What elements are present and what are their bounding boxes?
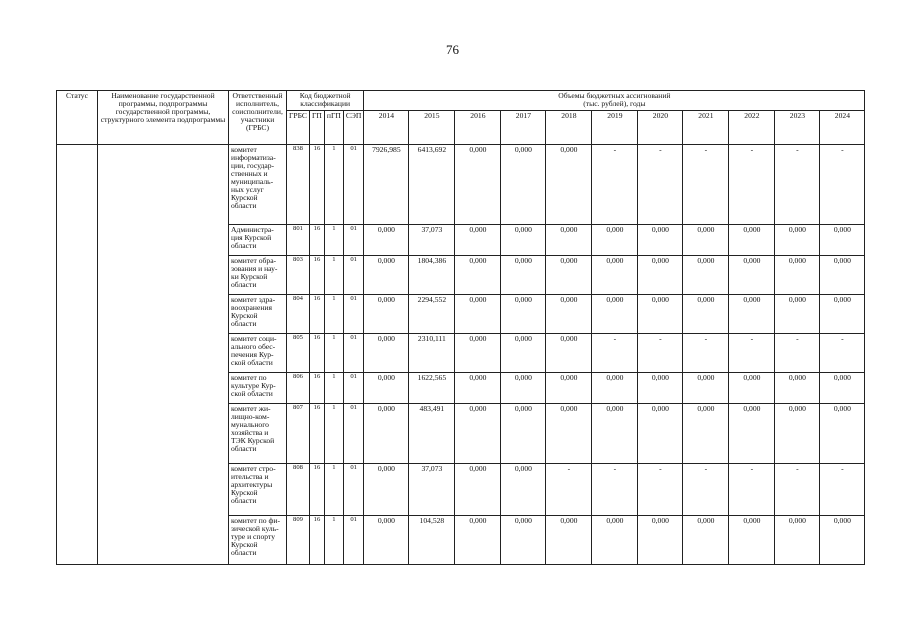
- gp-code-cell: 16: [310, 225, 325, 256]
- value-cell: 0,000: [820, 295, 865, 334]
- pgp-code-cell: 1: [324, 225, 343, 256]
- value-cell: 0,000: [546, 516, 592, 565]
- value-cell: 0,000: [364, 373, 409, 404]
- responsible-cell: комитет обра-зования и нау-ки Курской области: [229, 256, 287, 295]
- value-cell: 0,000: [683, 373, 729, 404]
- value-cell: -: [729, 464, 775, 516]
- header-year: 2015: [409, 111, 455, 145]
- sep-code-cell: 01: [343, 256, 364, 295]
- page-number: 76: [446, 42, 459, 57]
- value-cell: 0,000: [455, 516, 501, 565]
- value-cell: 2294,552: [409, 295, 455, 334]
- responsible-cell: комитет соци-ального обес-печения Кур-ской области: [229, 334, 287, 373]
- header-status: Статус: [57, 91, 98, 145]
- value-cell: 0,000: [546, 256, 592, 295]
- header-volumes: [364, 91, 865, 111]
- responsible-cell: комитет информатиза-ции, государ-ственных и муниципаль-ных услуг Курской области: [229, 145, 287, 225]
- value-cell: 0,000: [775, 225, 820, 256]
- value-cell: -: [683, 464, 729, 516]
- value-cell: 0,000: [775, 295, 820, 334]
- value-cell: -: [683, 145, 729, 225]
- value-cell: -: [820, 464, 865, 516]
- value-cell: 0,000: [501, 256, 546, 295]
- value-cell: 0,000: [683, 295, 729, 334]
- value-cell: 0,000: [820, 225, 865, 256]
- sep-code-cell: 01: [343, 225, 364, 256]
- header-year: 2024: [820, 111, 865, 145]
- value-cell: -: [820, 334, 865, 373]
- value-cell: 0,000: [683, 225, 729, 256]
- value-cell: 0,000: [820, 256, 865, 295]
- value-cell: 0,000: [455, 404, 501, 464]
- gp-code-cell: 16: [310, 373, 325, 404]
- value-cell: -: [729, 334, 775, 373]
- value-cell: 6413,692: [409, 145, 455, 225]
- value-cell: -: [592, 145, 638, 225]
- value-cell: 0,000: [546, 225, 592, 256]
- value-cell: 0,000: [364, 256, 409, 295]
- value-cell: 0,000: [592, 295, 638, 334]
- grbs-code-cell: 806: [287, 373, 310, 404]
- value-cell: -: [592, 464, 638, 516]
- value-cell: 1804,386: [409, 256, 455, 295]
- gp-code-cell: 16: [310, 516, 325, 565]
- value-cell: 0,000: [455, 256, 501, 295]
- header-year: 2023: [775, 111, 820, 145]
- value-cell: 0,000: [455, 145, 501, 225]
- pgp-code-cell: 1: [324, 404, 343, 464]
- value-cell: 0,000: [729, 256, 775, 295]
- gp-code-cell: 16: [310, 334, 325, 373]
- value-cell: 0,000: [775, 404, 820, 464]
- gp-code-cell: 16: [310, 464, 325, 516]
- status-cell: [57, 145, 98, 565]
- gp-code-cell: 16: [310, 256, 325, 295]
- responsible-cell: комитет по культуре Кур-ской области: [229, 373, 287, 404]
- value-cell: 0,000: [820, 516, 865, 565]
- value-cell: 0,000: [546, 373, 592, 404]
- value-cell: 0,000: [501, 225, 546, 256]
- responsible-cell: Администра-ция Курской области: [229, 225, 287, 256]
- value-cell: 104,528: [409, 516, 455, 565]
- grbs-code-cell: 838: [287, 145, 310, 225]
- budget-table: [56, 90, 865, 565]
- header-year: 2021: [683, 111, 729, 145]
- pgp-code-cell: 1: [324, 256, 343, 295]
- value-cell: 0,000: [364, 334, 409, 373]
- value-cell: 7926,985: [364, 145, 409, 225]
- value-cell: 483,491: [409, 404, 455, 464]
- responsible-cell: комитет стро-ительства и архитектуры Курской области: [229, 464, 287, 516]
- sep-code-cell: 01: [343, 334, 364, 373]
- value-cell: 0,000: [546, 295, 592, 334]
- header-code-grbs: ГРБС: [287, 111, 310, 145]
- value-cell: 0,000: [501, 404, 546, 464]
- value-cell: 0,000: [729, 225, 775, 256]
- value-cell: -: [638, 464, 683, 516]
- header-year: 2020: [638, 111, 683, 145]
- sep-code-cell: 01: [343, 404, 364, 464]
- responsible-cell: комитет жи-лищно-ком-мунального хозяйства и ТЭК Курской области: [229, 404, 287, 464]
- value-cell: 0,000: [683, 256, 729, 295]
- grbs-code-cell: 809: [287, 516, 310, 565]
- gp-code-cell: 16: [310, 404, 325, 464]
- value-cell: -: [592, 334, 638, 373]
- grbs-code-cell: 807: [287, 404, 310, 464]
- value-cell: 0,000: [820, 404, 865, 464]
- header-year: 2014: [364, 111, 409, 145]
- value-cell: -: [775, 464, 820, 516]
- header-volumes-line1: Объемы бюджетных ассигнований: [558, 91, 671, 100]
- value-cell: 37,073: [409, 225, 455, 256]
- header-volumes-line2: (тыс. рублей), годы: [583, 98, 646, 108]
- header-name: Наименование государственной программы, подпрограммы государственной программы, структурного элемента подпрограммы: [98, 91, 229, 145]
- value-cell: 0,000: [501, 373, 546, 404]
- value-cell: 0,000: [775, 373, 820, 404]
- value-cell: 0,000: [455, 464, 501, 516]
- pgp-code-cell: 1: [324, 145, 343, 225]
- program-name-cell: [98, 145, 229, 565]
- value-cell: 0,000: [364, 225, 409, 256]
- grbs-code-cell: 803: [287, 256, 310, 295]
- value-cell: 0,000: [638, 404, 683, 464]
- value-cell: 0,000: [775, 516, 820, 565]
- value-cell: 0,000: [729, 373, 775, 404]
- grbs-code-cell: 801: [287, 225, 310, 256]
- value-cell: 0,000: [501, 516, 546, 565]
- value-cell: -: [683, 334, 729, 373]
- pgp-code-cell: 1: [324, 295, 343, 334]
- value-cell: 0,000: [364, 464, 409, 516]
- value-cell: 0,000: [501, 464, 546, 516]
- value-cell: 2310,111: [409, 334, 455, 373]
- header-code-pgp: пГП: [324, 111, 343, 145]
- value-cell: 0,000: [729, 404, 775, 464]
- value-cell: 0,000: [638, 516, 683, 565]
- value-cell: 0,000: [455, 373, 501, 404]
- table-row: [57, 145, 865, 225]
- grbs-code-cell: 804: [287, 295, 310, 334]
- header-code-gp: ГП: [310, 111, 325, 145]
- value-cell: -: [638, 334, 683, 373]
- value-cell: -: [775, 145, 820, 225]
- grbs-code-cell: 808: [287, 464, 310, 516]
- gp-code-cell: 16: [310, 295, 325, 334]
- value-cell: 0,000: [455, 295, 501, 334]
- header-year: 2018: [546, 111, 592, 145]
- value-cell: 0,000: [683, 516, 729, 565]
- value-cell: -: [729, 145, 775, 225]
- header-year: 2017: [501, 111, 546, 145]
- value-cell: 0,000: [501, 295, 546, 334]
- value-cell: 0,000: [729, 295, 775, 334]
- value-cell: 0,000: [638, 256, 683, 295]
- pgp-code-cell: 1: [324, 464, 343, 516]
- sep-code-cell: 01: [343, 516, 364, 565]
- value-cell: 0,000: [729, 516, 775, 565]
- value-cell: 0,000: [592, 225, 638, 256]
- sep-code-cell: 01: [343, 464, 364, 516]
- pgp-code-cell: 1: [324, 373, 343, 404]
- sep-code-cell: 01: [343, 295, 364, 334]
- value-cell: -: [638, 145, 683, 225]
- responsible-cell: комитет по фи-зической куль-туре и спорту Курской области: [229, 516, 287, 565]
- value-cell: 0,000: [775, 256, 820, 295]
- value-cell: 0,000: [820, 373, 865, 404]
- value-cell: 0,000: [546, 404, 592, 464]
- value-cell: 0,000: [592, 256, 638, 295]
- sep-code-cell: 01: [343, 373, 364, 404]
- pgp-code-cell: 1: [324, 334, 343, 373]
- value-cell: 0,000: [546, 334, 592, 373]
- value-cell: 0,000: [364, 295, 409, 334]
- header-year: 2022: [729, 111, 775, 145]
- value-cell: 0,000: [592, 516, 638, 565]
- value-cell: -: [546, 464, 592, 516]
- value-cell: 0,000: [638, 225, 683, 256]
- value-cell: 0,000: [592, 404, 638, 464]
- value-cell: 0,000: [501, 145, 546, 225]
- value-cell: 0,000: [546, 145, 592, 225]
- gp-code-cell: 16: [310, 145, 325, 225]
- header-code-sep: СЭП: [343, 111, 364, 145]
- header-responsible: Ответственный исполнитель, соисполнители, участники (ГРБС): [229, 91, 287, 145]
- value-cell: 1622,565: [409, 373, 455, 404]
- value-cell: 0,000: [592, 373, 638, 404]
- grbs-code-cell: 805: [287, 334, 310, 373]
- value-cell: 0,000: [638, 295, 683, 334]
- value-cell: 0,000: [455, 334, 501, 373]
- header-year: 2016: [455, 111, 501, 145]
- value-cell: 0,000: [501, 334, 546, 373]
- value-cell: -: [820, 145, 865, 225]
- responsible-cell: комитет здра-воохранения Курской области: [229, 295, 287, 334]
- value-cell: 0,000: [638, 373, 683, 404]
- value-cell: 0,000: [364, 516, 409, 565]
- value-cell: 0,000: [364, 404, 409, 464]
- value-cell: 0,000: [683, 404, 729, 464]
- value-cell: 0,000: [455, 225, 501, 256]
- value-cell: 37,073: [409, 464, 455, 516]
- header-budget-code: Код бюджетной классификации: [287, 91, 364, 111]
- pgp-code-cell: 1: [324, 516, 343, 565]
- header-year: 2019: [592, 111, 638, 145]
- sep-code-cell: 01: [343, 145, 364, 225]
- value-cell: -: [775, 334, 820, 373]
